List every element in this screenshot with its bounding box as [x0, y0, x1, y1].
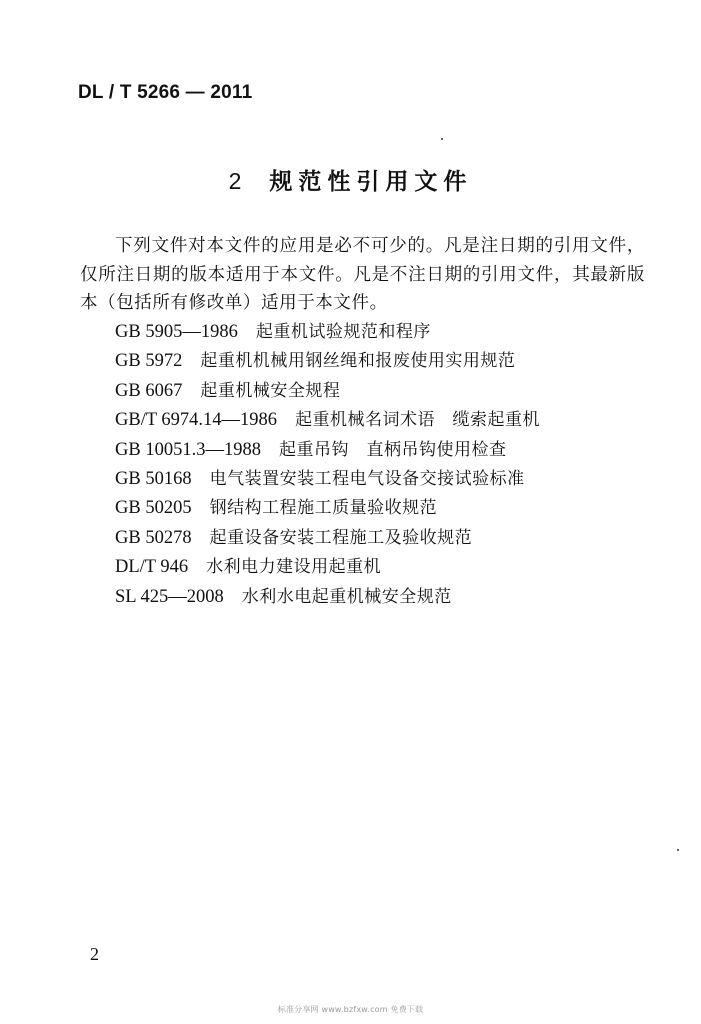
reference-code: GB 5972	[115, 351, 183, 372]
reference-code: GB/T 6974.14—1986	[115, 410, 278, 431]
reference-item	[115, 318, 540, 347]
reference-item	[115, 377, 540, 406]
reference-item	[115, 465, 540, 494]
reference-item	[115, 524, 540, 553]
reference-item	[115, 553, 540, 582]
reference-name: 起重设备安装工程施工及验收规范	[209, 527, 473, 548]
reference-code: GB 5905—1986	[115, 322, 238, 342]
reference-item	[115, 436, 540, 465]
reference-name: 电气装置安装工程电气设备交接试验标准	[209, 468, 525, 489]
reference-name: 起重机试验规范和程序	[255, 322, 431, 342]
reference-code: GB 50168	[115, 468, 192, 489]
reference-name: 钢结构工程施工质量验收规范	[209, 498, 438, 519]
reference-name: 水利水电起重机械安全规范	[241, 586, 452, 607]
scan-speck	[441, 138, 443, 140]
reference-name: 起重机械安全规程	[200, 380, 341, 401]
reference-name: 起重吊钩 直柄吊钩使用检查	[278, 439, 507, 460]
reference-list	[115, 318, 540, 612]
reference-name: 水利电力建设用起重机	[206, 557, 382, 578]
watermark: 标准分享网 www.bzfxw.com 免费下载	[277, 1005, 424, 1014]
reference-item	[115, 494, 540, 523]
section-title: 规范性引用文件	[269, 169, 473, 195]
standard-number-header: DL / T 5266 — 2011	[78, 82, 253, 103]
page-number: 2	[90, 944, 99, 964]
reference-code: SL 425—2008	[115, 586, 224, 607]
reference-code: GB 50278	[115, 527, 192, 548]
reference-item	[115, 347, 540, 376]
reference-code: DL/T 946	[115, 557, 189, 578]
reference-item	[115, 583, 540, 612]
reference-item	[115, 406, 540, 435]
reference-code: GB 6067	[115, 380, 183, 401]
intro-paragraph: 下列文件对本文件的应用是必不可少的。凡是注日期的引用文件，仅所注日期的版本适用于本文件。凡是不注日期的引用文件，其最新版本（包括所有修改单）适用于本文件。	[80, 236, 645, 313]
reference-code: GB 10051.3—1988	[115, 439, 261, 460]
section-number: 2	[228, 168, 248, 194]
reference-name: 起重机械名词术语 缆索起重机	[295, 410, 541, 431]
scan-speck	[677, 849, 679, 851]
section-heading	[0, 163, 701, 196]
reference-name: 起重机机械用钢丝绳和报废使用实用规范	[200, 351, 516, 372]
reference-code: GB 50205	[115, 498, 192, 519]
